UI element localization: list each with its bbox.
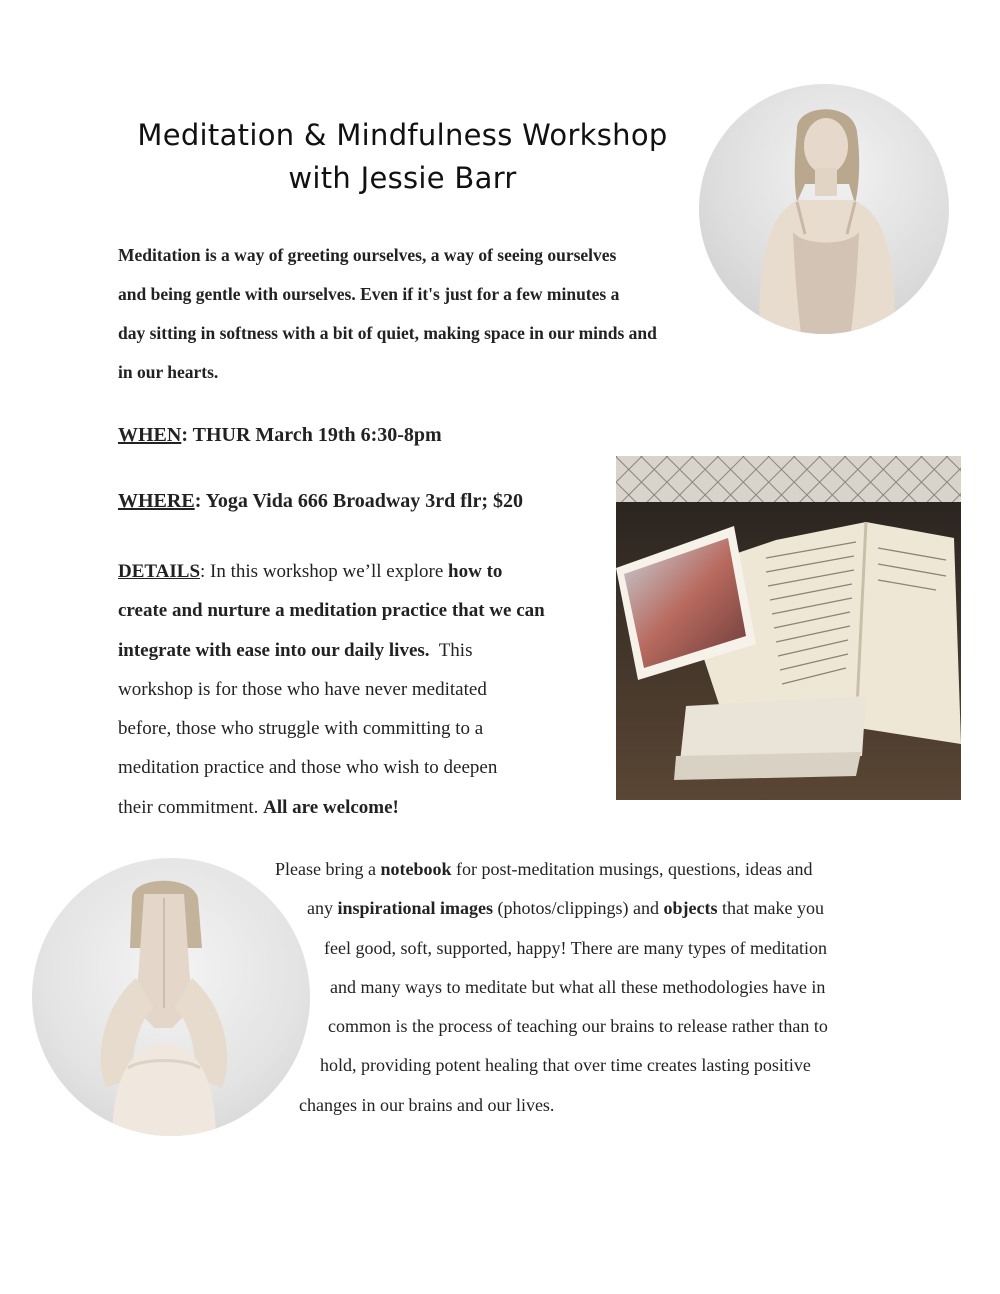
details-line <box>118 591 598 630</box>
details-line: workshop is for those who have never meditated <box>118 678 487 700</box>
bring-bold: notebook <box>380 859 452 879</box>
where-line <box>118 490 523 513</box>
bring-text: common is the process of teaching our brains to release rather than to <box>328 1016 828 1037</box>
bring-text: Please bring a <box>275 859 381 879</box>
title-line-1: Meditation & Mindfulness Workshop <box>137 118 668 152</box>
bring-text: any <box>307 898 338 919</box>
bring-line <box>0 929 1000 968</box>
bring-line <box>0 1086 1000 1125</box>
page-title <box>100 114 705 200</box>
details-bold: integrate with ease into our daily lives. <box>118 639 430 661</box>
details-text: : In this workshop we’ll explore <box>200 561 449 582</box>
bring-line <box>0 968 1000 1007</box>
bring-line <box>0 1007 1000 1046</box>
when-label: WHEN <box>118 424 182 446</box>
details-line: meditation practice and those who wish to deepen <box>118 757 498 779</box>
when-value: : THUR March 19th 6:30-8pm <box>181 424 442 446</box>
bring-bold: inspirational images <box>337 898 494 919</box>
bring-text: hold, providing potent healing that over time creates lasting positive <box>320 1055 811 1076</box>
bring-text: changes in our brains and our lives. <box>299 1094 555 1115</box>
details-text: their commitment. <box>118 796 264 818</box>
intro-line: day sitting in softness with a bit of quiet, making space in our minds and <box>118 323 657 343</box>
woman-meditating-illustration <box>699 84 949 334</box>
when-line <box>118 424 442 447</box>
bring-paragraph <box>0 850 1000 1125</box>
notebook-illustration <box>616 456 961 800</box>
bring-text: that make you <box>717 898 824 919</box>
bring-text: for post-meditation musings, questions, ideas and <box>451 859 813 879</box>
photo-woman-meditating <box>699 84 949 334</box>
details-bold: how to <box>448 561 503 582</box>
bring-line <box>0 1046 1000 1085</box>
details-paragraph <box>118 552 598 827</box>
bring-text: and many ways to meditate but what all these methodologies have in <box>330 976 826 997</box>
details-text: This <box>429 639 473 661</box>
photo-notebook <box>616 456 961 800</box>
intro-line: and being gentle with ourselves. Even if it's just for a few minutes a <box>118 284 620 304</box>
details-label: DETAILS <box>118 561 201 582</box>
where-value: : Yoga Vida 666 Broadway 3rd flr; $20 <box>194 490 524 512</box>
details-bold: create and nurture a meditation practice that we can <box>118 600 545 622</box>
bring-bold: objects <box>663 898 718 919</box>
details-line: before, those who struggle with committing to a <box>118 718 484 740</box>
details-line <box>118 631 598 670</box>
title-line-2: with Jessie Barr <box>288 161 517 195</box>
details-line <box>118 788 598 827</box>
bring-line <box>0 889 1000 928</box>
details-bold: All are welcome! <box>263 796 399 818</box>
details-line <box>118 552 598 591</box>
bring-text: (photos/clippings) and <box>493 898 664 919</box>
intro-paragraph <box>118 236 728 392</box>
intro-line: Meditation is a way of greeting ourselves, a way of seeing ourselves <box>118 245 617 265</box>
bring-line <box>0 850 1000 889</box>
bring-text: feel good, soft, supported, happy! There are many types of meditation <box>324 937 828 958</box>
intro-line: in our hearts. <box>118 362 219 382</box>
where-label: WHERE <box>118 490 195 512</box>
